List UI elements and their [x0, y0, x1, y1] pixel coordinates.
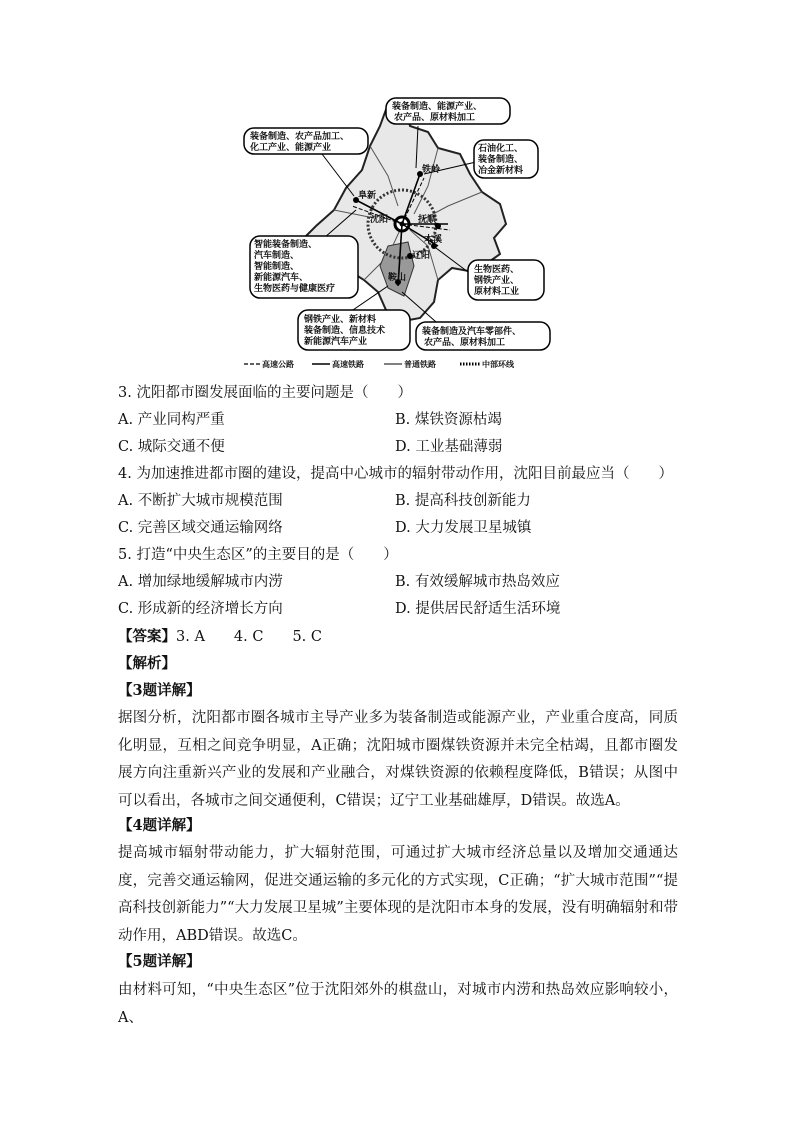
analysis-label: 【解析】: [118, 655, 176, 672]
answer-label: 【答案】: [118, 628, 176, 645]
q3-option-a: A. 产业同构严重: [118, 412, 225, 428]
city-tieling: 铁岭: [422, 165, 441, 175]
box6-line2: 装备制造、信息技术: [304, 326, 386, 336]
answer-text: 3. A 4. C 5. C: [176, 629, 322, 645]
box3-line3: 冶金新材料: [478, 166, 524, 176]
q4-option-a: A. 不断扩大城市规模范围: [118, 493, 283, 509]
city-liaoyang: 辽阳: [412, 251, 431, 261]
box4-line3: 智能制造、: [254, 262, 300, 272]
map-legend: [244, 359, 515, 369]
q5-option-d: D. 提供居民舒适生活环境: [395, 601, 561, 617]
question-5-stem: 5. 打造“中央生态区”的主要目的是（ ）: [118, 547, 398, 563]
q5-option-c: C. 形成新的经济增长方向: [118, 601, 283, 617]
box1-line1: 装备制造、能源产业、: [392, 102, 483, 112]
box2-line1: 装备制造、农产品加工、: [250, 132, 350, 142]
q3-option-d: D. 工业基础薄弱: [395, 439, 503, 455]
detail-5-heading: 【5题详解】: [118, 953, 201, 970]
box7-line2: 农产品、原材料加工: [424, 338, 506, 348]
box4-line5: 生物医药与健康医疗: [254, 284, 336, 294]
detail-5-text: 由材料可知，“中央生态区”位于沈阳郊外的棋盘山，对城市内涝和热岛效应影响较小，A、: [118, 982, 678, 1026]
question-3-stem: 3. 沈阳都市圈发展面临的主要问题是（ ）: [118, 385, 412, 401]
detail-3-heading: 【3题详解】: [118, 682, 201, 699]
box6-line3: 新能源汽车产业: [304, 337, 368, 347]
city-benxi: 本溪: [424, 235, 443, 245]
city-fuxin: 阜新: [358, 191, 377, 201]
legend-high-speed-rail: 高速铁路: [332, 360, 364, 369]
box5-line1: 生物医药、: [474, 265, 520, 275]
legend-ordinary-rail: 普通铁路: [404, 360, 436, 369]
box5-line3: 原材料工业: [474, 287, 520, 297]
detail-4-heading: 【4题详解】: [118, 817, 201, 834]
box3-line2: 装备制造、: [478, 155, 524, 165]
box5-line2: 钢铁产业、: [474, 276, 520, 286]
q5-option-b: B. 有效缓解城市热岛效应: [395, 574, 560, 590]
question-4-stem: 4. 为加速推进都市圈的建设，提高中心城市的辐射带动作用，沈阳目前最应当（ ）: [118, 466, 673, 482]
q5-option-a: A. 增加绿地缓解城市内涝: [118, 574, 283, 590]
box2-line2: 化工产业、能源产业: [250, 143, 332, 153]
detail-4-text: 提高城市辐射带动能力，扩大辐射范围，可通过扩大城市经济总量以及增加交通通达度，完善交通运输网，促进交通运输的多元化的方式实现，C正确；“扩大城市范围”“提高科技创新能力”“大力发展卫星城”主要体现的是沈阳市本身的发展，没有明确辐射和带动作用，ABD错误。故选C。: [118, 845, 678, 944]
box6-line1: 钢铁产业、新材料: [304, 315, 377, 325]
q4-option-d: D. 大力发展卫星城镇: [395, 520, 532, 536]
q3-option-b: B. 煤铁资源枯竭: [395, 412, 502, 428]
city-anshan: 鞍山: [388, 273, 407, 283]
box7-line1: 装备制造及汽车零部件、: [422, 327, 522, 337]
city-shenyang: 沈阳: [370, 215, 389, 225]
answer-line: [118, 627, 322, 647]
q4-option-b: B. 提高科技创新能力: [395, 493, 531, 509]
city-fushun: 抚顺: [418, 215, 437, 225]
map-svg: [238, 96, 556, 372]
box4-line1: 智能装备制造、: [254, 240, 318, 250]
box1-line2: 农产品、原材料加工: [394, 113, 476, 123]
detail-3-text: 据图分析，沈阳都市圈各城市主导产业多为装备制造或能源产业，产业重合度高，同质化明显，互相之间竞争明显，A正确；沈阳城市圈煤铁资源并未完全枯竭，且都市圈发展方向注重新兴产业的发展和产业融合，对煤铁资源的依赖程度降低，B错误；从图中可以看出，各城市之间交通便利，C错误；辽宁工业基础雄厚，D错误。故选A。: [118, 710, 678, 809]
box4-line4: 新能源汽车、: [254, 273, 309, 283]
box3-line1: 石油化工、: [478, 144, 524, 154]
box4-line2: 汽车制造、: [254, 251, 300, 261]
q4-option-c: C. 完善区域交通运输网络: [118, 520, 283, 536]
legend-middle-ring: 中部环线: [482, 360, 514, 369]
legend-expressway: 高速公路: [262, 360, 294, 369]
q3-option-c: C. 城际交通不便: [118, 439, 225, 455]
metro-area-map: [238, 96, 556, 372]
